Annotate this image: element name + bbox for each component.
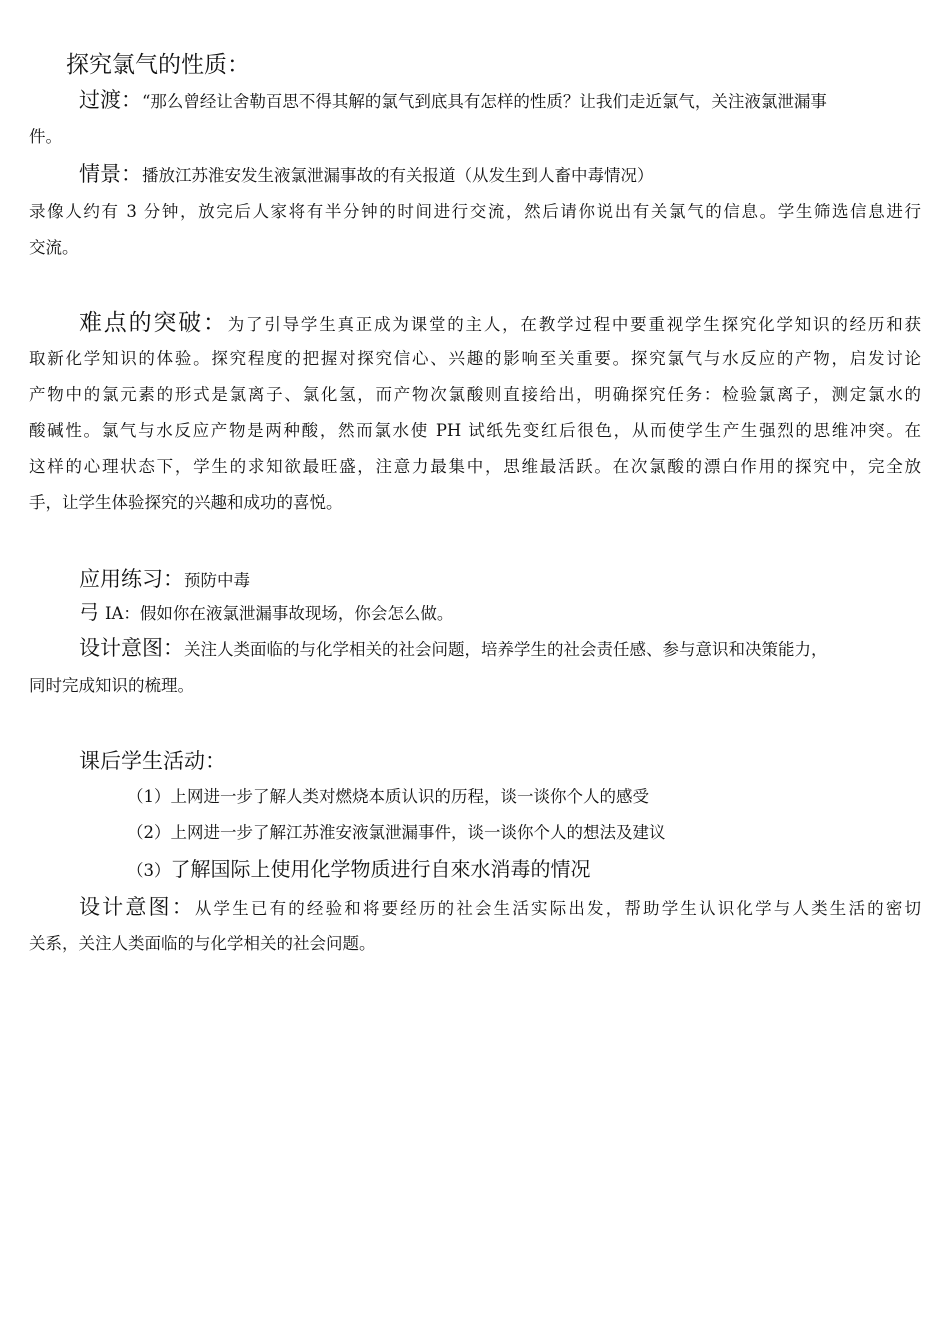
activity-item-3 — [127, 855, 921, 885]
activities-title: 课后学生活动： — [79, 749, 226, 773]
activity-item-3-number: （3） — [127, 861, 171, 880]
practice-line — [79, 565, 921, 595]
practice-question-text: IA：假如你在液氯泄漏事故现场，你会怎么做。 — [105, 604, 454, 623]
breakthrough-line-3: 产物中的氯元素的形式是氯离子、氯化氢，而产物次氯酸则直接给出，明确探究任务：检验氯离子，测定氯水的 — [29, 385, 921, 404]
intent2-line-2: 关系，关注人类面临的与化学相关的社会问题。 — [29, 934, 376, 953]
breakthrough-line-4: 酸碱性。氯气与水反应产物是两种酸，然而氯水使 PH 试纸先变红后很色，从而使学生产生强烈的思维冲突。在 — [29, 421, 921, 440]
activity-item-3-text: 了解国际上使用化学物质进行自來水消毒的情况 — [170, 857, 591, 881]
scenario-text: 播放江苏淮安发生液氯泄漏事故的有关报道（从发生到人畜中毒情况） — [142, 166, 654, 185]
intent2-line-1 — [79, 893, 921, 923]
practice-label: 应用练习： — [79, 567, 184, 591]
practice-question — [79, 598, 921, 628]
breakthrough-label: 难点的突破： — [79, 310, 228, 336]
intent1-line-2: 同时完成知识的梳理。 — [29, 676, 194, 695]
breakthrough-line-5: 这样的心理状态下，学生的求知欲最旺盛，注意力最集中，思维最活跃。在次氯酸的漂白作用的探究中，完全放 — [29, 457, 921, 476]
scenario-label: 情景： — [79, 162, 142, 186]
scenario-line-3: 交流。 — [29, 238, 79, 257]
transition-label: 过渡： — [79, 88, 142, 112]
transition-line-2: 件。 — [29, 127, 62, 146]
section-title — [66, 50, 921, 80]
intent1-text: 关注人类面临的与化学相关的社会问题，培养学生的社会责任感、参与意识和决策能力， — [184, 640, 828, 659]
intent1-label: 设计意图： — [79, 636, 184, 660]
breakthrough-text-1: 为了引导学生真正成为课堂的主人，在教学过程中要重视学生探究化学知识的经历和获 — [227, 315, 921, 334]
intent2-label: 设计意图： — [79, 895, 195, 919]
practice-text: 预防中毒 — [184, 571, 250, 590]
intent2-text: 从学生已有的经验和将要经历的社会生活实际出发，帮助学生认识化学与人类生活的密切 — [194, 899, 921, 918]
activity-item-1: （1）上网进一步了解人类对燃烧本质认识的历程，谈一谈你个人的感受 — [127, 787, 649, 806]
intent1-line-1 — [79, 634, 921, 664]
scenario-line-2: 录像人约有 3 分钟，放完后人家将有半分钟的时间进行交流，然后请你说出有关氯气的信息。学生筛选信息进行 — [29, 202, 921, 221]
breakthrough-line-1 — [79, 308, 921, 340]
activity-item-2: （2）上网进一步了解江苏淮安液氯泄漏事件，谈一谈你个人的想法及建议 — [127, 823, 666, 842]
section-title-text: 探究氯气的性质： — [66, 52, 250, 78]
breakthrough-line-2: 取新化学知识的体验。探究程度的把握对探究信心、兴趣的影响至关重要。探究氯气与水反应的产物，启发讨论 — [29, 349, 921, 368]
scenario-line-1 — [79, 160, 921, 190]
transition-line-1 — [79, 86, 921, 116]
practice-question-prefix: 弓 — [79, 600, 99, 624]
breakthrough-line-6: 手，让学生体验探究的兴趣和成功的喜悦。 — [29, 493, 343, 512]
transition-text: “那么曾经让舍勒百思不得其解的氯气到底具有怎样的性质？让我们走近氯气，关注液氯泄漏事 — [142, 92, 827, 111]
